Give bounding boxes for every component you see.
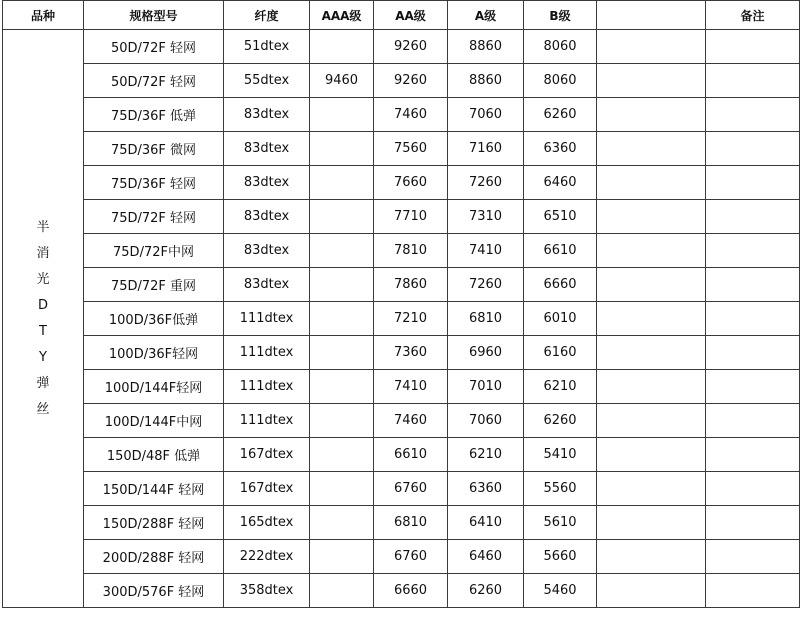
header-aa-grade: AA级 xyxy=(374,1,448,30)
cell-fineness: 111dtex xyxy=(224,302,310,336)
cell-spec: 75D/72F 轻网 xyxy=(84,200,224,234)
category-char: 消 xyxy=(36,245,50,261)
cell-a-grade: 7260 xyxy=(448,166,524,200)
cell-blank xyxy=(597,234,706,268)
table-row xyxy=(3,336,800,370)
cell-blank xyxy=(597,166,706,200)
table-row xyxy=(3,268,800,302)
cell-a-grade: 7160 xyxy=(448,132,524,166)
cell-fineness: 83dtex xyxy=(224,166,310,200)
cell-aaa-grade xyxy=(310,132,374,166)
cell-aaa-grade xyxy=(310,302,374,336)
cell-fineness: 111dtex xyxy=(224,370,310,404)
cell-remarks xyxy=(706,404,800,438)
cell-remarks xyxy=(706,370,800,404)
cell-b-grade: 5560 xyxy=(524,472,597,506)
cell-spec: 200D/288F 轻网 xyxy=(84,540,224,574)
cell-aa-grade: 6660 xyxy=(374,574,448,608)
table-row xyxy=(3,574,800,608)
cell-aaa-grade xyxy=(310,268,374,302)
cell-a-grade: 8860 xyxy=(448,30,524,64)
table-row xyxy=(3,540,800,574)
cell-a-grade: 6960 xyxy=(448,336,524,370)
cell-b-grade: 6260 xyxy=(524,98,597,132)
cell-a-grade: 7260 xyxy=(448,268,524,302)
cell-spec: 100D/36F低弹 xyxy=(84,302,224,336)
cell-aa-grade: 7810 xyxy=(374,234,448,268)
cell-blank xyxy=(597,506,706,540)
cell-fineness: 111dtex xyxy=(224,404,310,438)
header-fineness: 纤度 xyxy=(224,1,310,30)
cell-aaa-grade xyxy=(310,438,374,472)
cell-fineness: 83dtex xyxy=(224,98,310,132)
cell-remarks xyxy=(706,574,800,608)
cell-aa-grade: 6610 xyxy=(374,438,448,472)
cell-spec: 75D/72F 重网 xyxy=(84,268,224,302)
cell-fineness: 55dtex xyxy=(224,64,310,98)
cell-fineness: 83dtex xyxy=(224,268,310,302)
cell-blank xyxy=(597,404,706,438)
table-row xyxy=(3,166,800,200)
cell-aaa-grade xyxy=(310,336,374,370)
cell-aaa-grade xyxy=(310,234,374,268)
cell-b-grade: 6610 xyxy=(524,234,597,268)
category-char: T xyxy=(39,323,47,339)
cell-remarks xyxy=(706,166,800,200)
cell-a-grade: 7310 xyxy=(448,200,524,234)
cell-aa-grade: 7360 xyxy=(374,336,448,370)
cell-a-grade: 6460 xyxy=(448,540,524,574)
cell-b-grade: 6260 xyxy=(524,404,597,438)
cell-aa-grade: 7410 xyxy=(374,370,448,404)
category-char: 丝 xyxy=(36,401,50,417)
cell-remarks xyxy=(706,540,800,574)
cell-spec: 50D/72F 轻网 xyxy=(84,30,224,64)
cell-fineness: 167dtex xyxy=(224,472,310,506)
cell-blank xyxy=(597,30,706,64)
cell-b-grade: 6160 xyxy=(524,336,597,370)
cell-blank xyxy=(597,268,706,302)
table-row xyxy=(3,370,800,404)
table-row xyxy=(3,506,800,540)
cell-a-grade: 6260 xyxy=(448,574,524,608)
cell-aaa-grade xyxy=(310,404,374,438)
cell-fineness: 83dtex xyxy=(224,132,310,166)
cell-remarks xyxy=(706,438,800,472)
cell-spec: 75D/36F 低弹 xyxy=(84,98,224,132)
table-row xyxy=(3,404,800,438)
cell-spec: 50D/72F 轻网 xyxy=(84,64,224,98)
cell-b-grade: 6210 xyxy=(524,370,597,404)
cell-spec: 150D/144F 轻网 xyxy=(84,472,224,506)
cell-fineness: 51dtex xyxy=(224,30,310,64)
cell-b-grade: 6510 xyxy=(524,200,597,234)
cell-remarks xyxy=(706,268,800,302)
cell-remarks xyxy=(706,132,800,166)
cell-aaa-grade xyxy=(310,200,374,234)
cell-fineness: 167dtex xyxy=(224,438,310,472)
header-row xyxy=(3,1,800,30)
cell-remarks xyxy=(706,506,800,540)
cell-blank xyxy=(597,132,706,166)
cell-b-grade: 8060 xyxy=(524,30,597,64)
cell-remarks xyxy=(706,64,800,98)
category-char: 弹 xyxy=(36,375,50,391)
cell-spec: 300D/576F 轻网 xyxy=(84,574,224,608)
cell-aaa-grade xyxy=(310,166,374,200)
cell-blank xyxy=(597,370,706,404)
cell-b-grade: 5610 xyxy=(524,506,597,540)
cell-aa-grade: 9260 xyxy=(374,30,448,64)
cell-aaa-grade xyxy=(310,370,374,404)
cell-fineness: 83dtex xyxy=(224,234,310,268)
cell-aa-grade: 6760 xyxy=(374,540,448,574)
cell-a-grade: 6360 xyxy=(448,472,524,506)
cell-b-grade: 6360 xyxy=(524,132,597,166)
cell-aa-grade: 7460 xyxy=(374,404,448,438)
cell-a-grade: 7060 xyxy=(448,98,524,132)
table-row xyxy=(3,64,800,98)
cell-b-grade: 5660 xyxy=(524,540,597,574)
table-row xyxy=(3,132,800,166)
cell-remarks xyxy=(706,472,800,506)
cell-aa-grade: 7460 xyxy=(374,98,448,132)
cell-blank xyxy=(597,302,706,336)
category-char: D xyxy=(37,297,48,313)
cell-spec: 150D/48F 低弹 xyxy=(84,438,224,472)
cell-remarks xyxy=(706,234,800,268)
table-row xyxy=(3,302,800,336)
cell-remarks xyxy=(706,200,800,234)
category-char: 半 xyxy=(36,219,50,235)
cell-remarks xyxy=(706,336,800,370)
cell-a-grade: 8860 xyxy=(448,64,524,98)
cell-blank xyxy=(597,98,706,132)
cell-blank xyxy=(597,574,706,608)
header-aaa-grade: AAA级 xyxy=(310,1,374,30)
header-a-grade: A级 xyxy=(448,1,524,30)
header-remarks: 备注 xyxy=(706,1,800,30)
cell-spec: 150D/288F 轻网 xyxy=(84,506,224,540)
cell-aa-grade: 9260 xyxy=(374,64,448,98)
cell-aaa-grade xyxy=(310,472,374,506)
cell-b-grade: 6010 xyxy=(524,302,597,336)
cell-blank xyxy=(597,64,706,98)
table-row xyxy=(3,438,800,472)
cell-aaa-grade: 9460 xyxy=(310,64,374,98)
cell-blank xyxy=(597,336,706,370)
cell-aa-grade: 7560 xyxy=(374,132,448,166)
cell-fineness: 222dtex xyxy=(224,540,310,574)
cell-blank xyxy=(597,200,706,234)
cell-a-grade: 7060 xyxy=(448,404,524,438)
category-char: Y xyxy=(39,349,47,365)
cell-spec: 100D/36F轻网 xyxy=(84,336,224,370)
cell-aa-grade: 6760 xyxy=(374,472,448,506)
cell-spec: 75D/36F 轻网 xyxy=(84,166,224,200)
header-blank xyxy=(597,1,706,30)
cell-b-grade: 5460 xyxy=(524,574,597,608)
table-row xyxy=(3,200,800,234)
cell-b-grade: 5410 xyxy=(524,438,597,472)
cell-a-grade: 6410 xyxy=(448,506,524,540)
cell-b-grade: 8060 xyxy=(524,64,597,98)
cell-a-grade: 7010 xyxy=(448,370,524,404)
price-table xyxy=(2,0,800,608)
cell-aa-grade: 6810 xyxy=(374,506,448,540)
cell-remarks xyxy=(706,98,800,132)
cell-aaa-grade xyxy=(310,30,374,64)
cell-blank xyxy=(597,472,706,506)
header-spec: 规格型号 xyxy=(84,1,224,30)
table-row xyxy=(3,98,800,132)
table-row xyxy=(3,234,800,268)
cell-b-grade: 6460 xyxy=(524,166,597,200)
cell-aa-grade: 7860 xyxy=(374,268,448,302)
category-cell xyxy=(3,30,84,608)
table-row xyxy=(3,30,800,64)
cell-fineness: 165dtex xyxy=(224,506,310,540)
cell-aaa-grade xyxy=(310,574,374,608)
cell-a-grade: 6210 xyxy=(448,438,524,472)
cell-aaa-grade xyxy=(310,506,374,540)
cell-remarks xyxy=(706,302,800,336)
cell-spec: 75D/72F中网 xyxy=(84,234,224,268)
cell-blank xyxy=(597,438,706,472)
cell-remarks xyxy=(706,30,800,64)
header-category: 品种 xyxy=(3,1,84,30)
table-row xyxy=(3,472,800,506)
cell-fineness: 111dtex xyxy=(224,336,310,370)
cell-fineness: 83dtex xyxy=(224,200,310,234)
cell-spec: 75D/36F 微网 xyxy=(84,132,224,166)
header-b-grade: B级 xyxy=(524,1,597,30)
cell-aa-grade: 7660 xyxy=(374,166,448,200)
cell-aa-grade: 7210 xyxy=(374,302,448,336)
cell-aaa-grade xyxy=(310,540,374,574)
cell-spec: 100D/144F轻网 xyxy=(84,370,224,404)
cell-a-grade: 6810 xyxy=(448,302,524,336)
cell-fineness: 358dtex xyxy=(224,574,310,608)
category-char: 光 xyxy=(36,271,50,287)
cell-aa-grade: 7710 xyxy=(374,200,448,234)
cell-aaa-grade xyxy=(310,98,374,132)
cell-b-grade: 6660 xyxy=(524,268,597,302)
cell-spec: 100D/144F中网 xyxy=(84,404,224,438)
table-body xyxy=(3,30,800,608)
cell-blank xyxy=(597,540,706,574)
cell-a-grade: 7410 xyxy=(448,234,524,268)
